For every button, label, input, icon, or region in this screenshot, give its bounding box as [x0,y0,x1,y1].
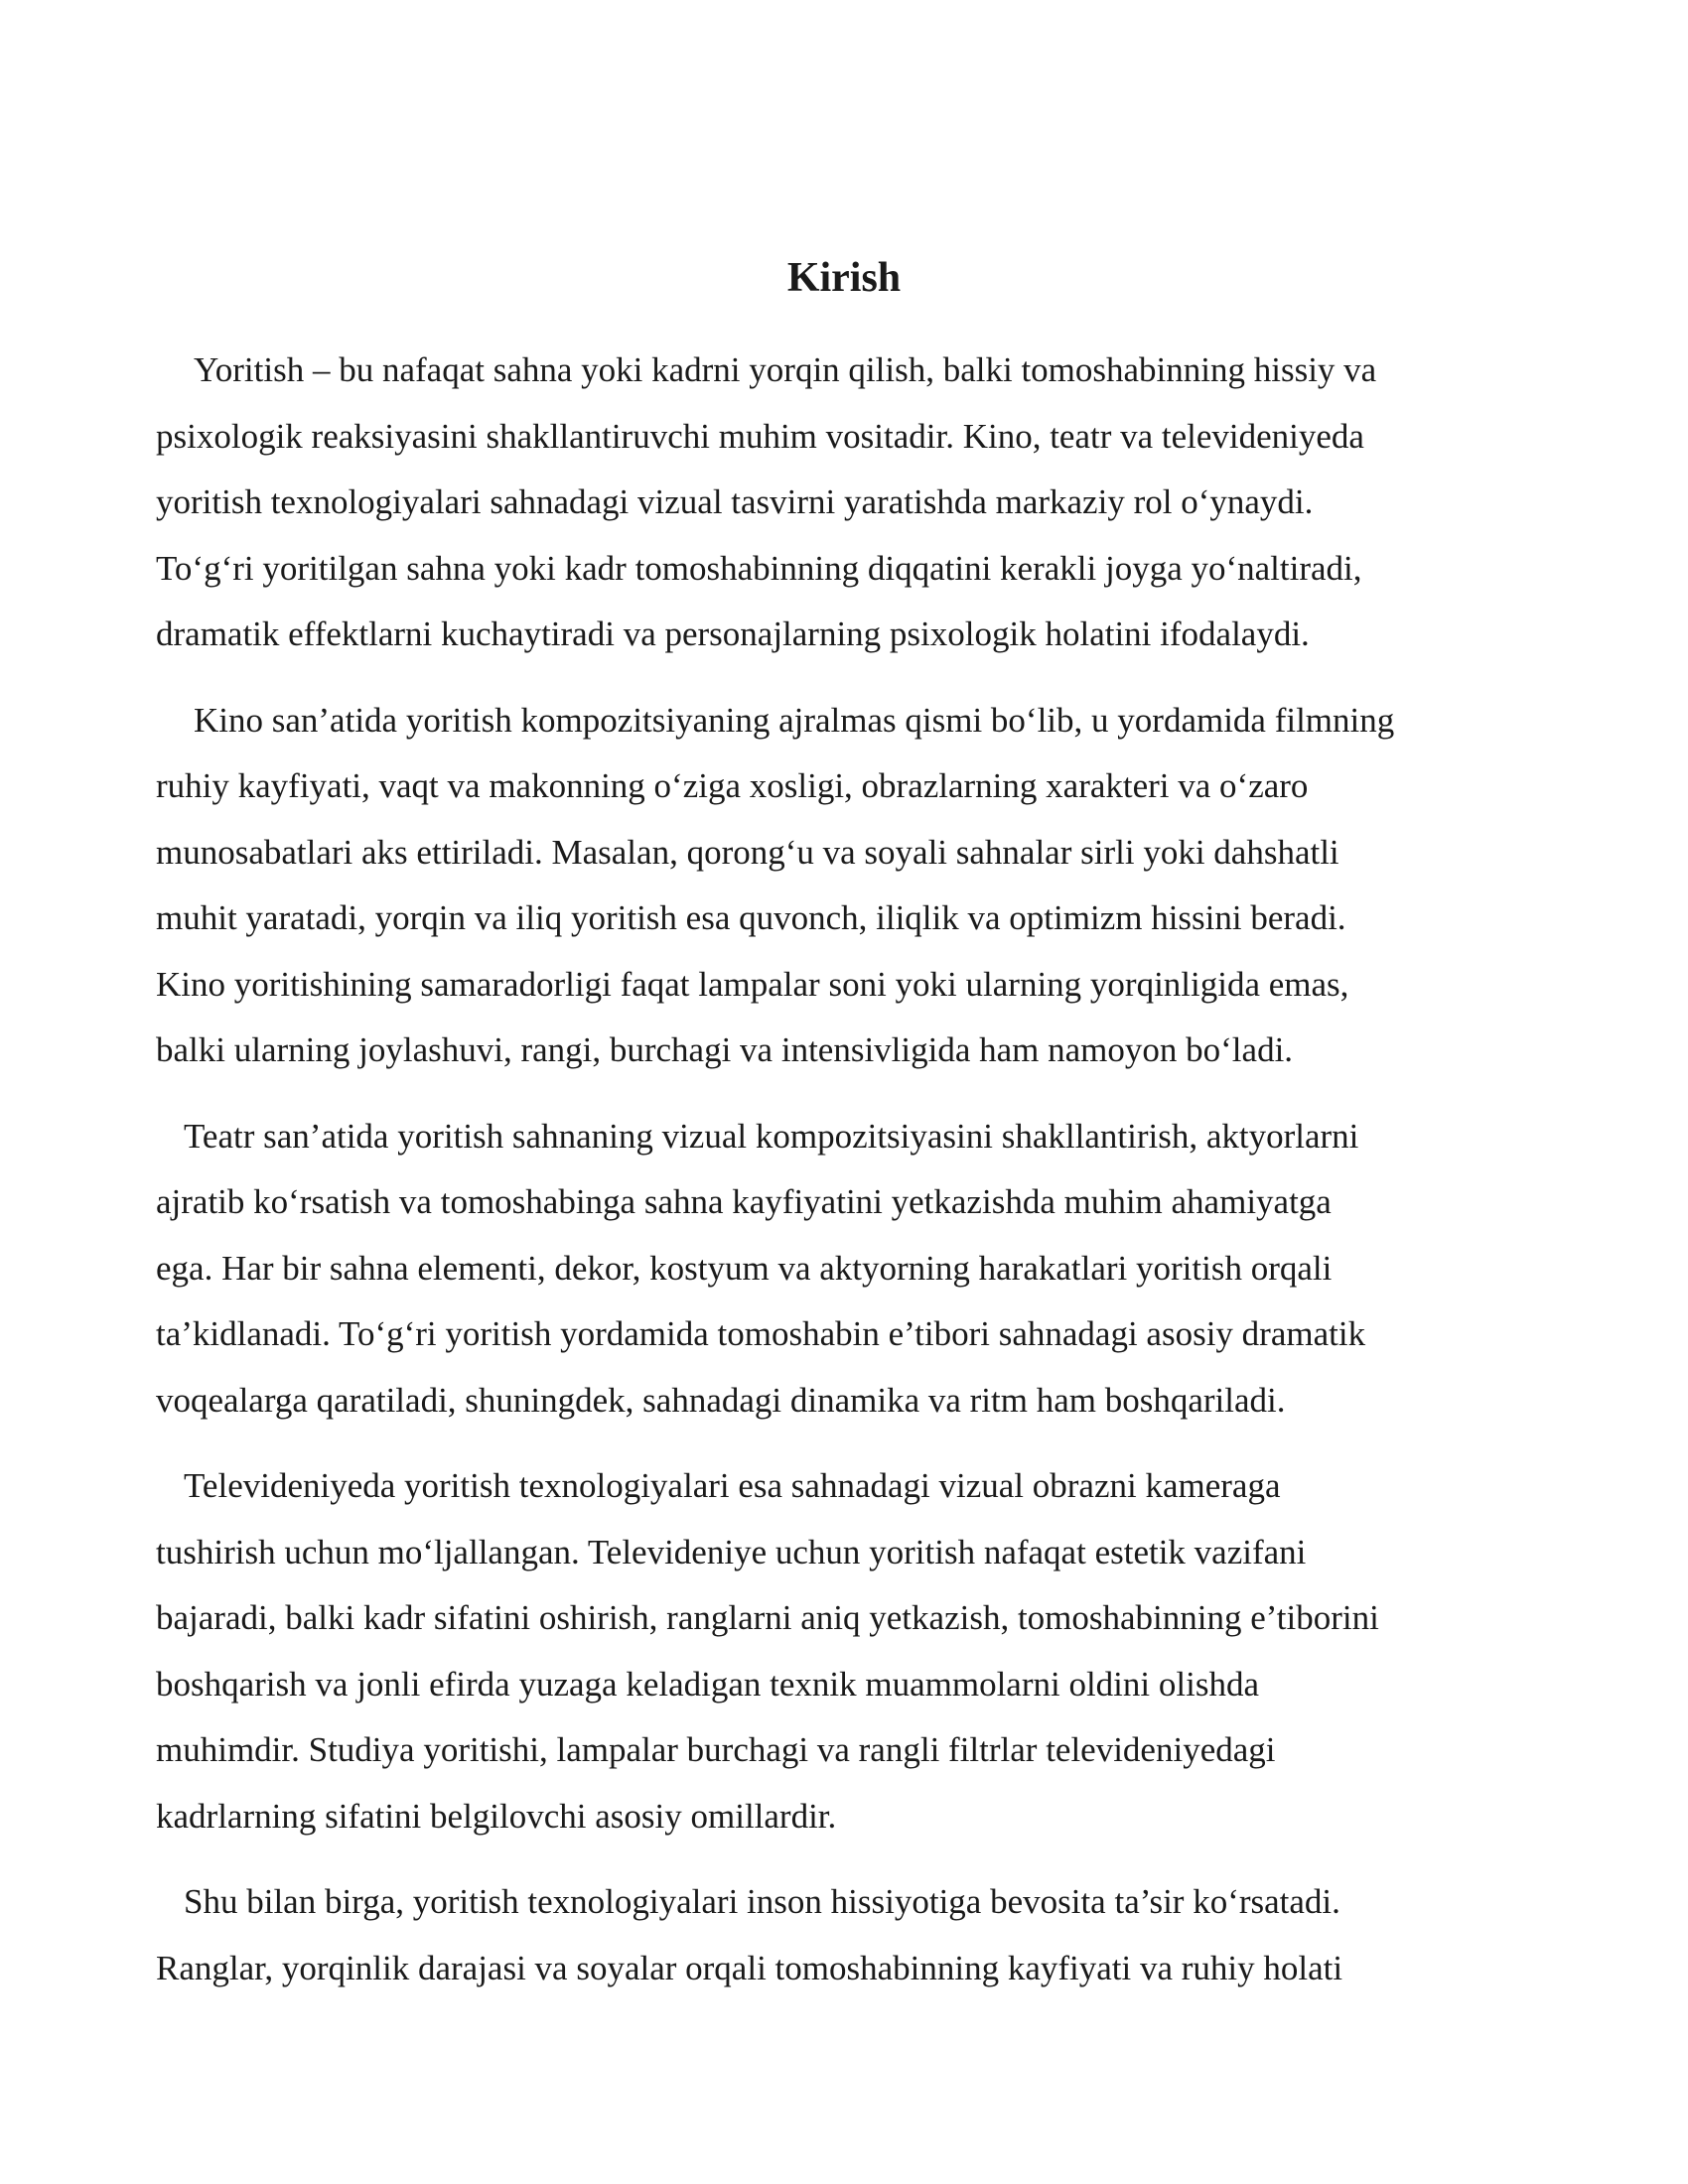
text-line: balki ularning joylashuvi, rangi, burchagi va intensivligida ham namoyon boʻladi. [156,1030,1294,1069]
text-line: Shu bilan birga, yoritish texnologiyalari inson hissiyotiga bevosita ta’sir koʻrsatadi. [184,1882,1340,1921]
page-title: Kirish [786,255,902,301]
text-line: tushirish uchun moʻljallangan. Televideniye uchun yoritish nafaqat estetik vazifani [156,1532,1307,1571]
text-line: Kino yoritishining samaradorligi faqat lampalar soni yoki ularning yorqinligida emas, [156,964,1349,1004]
paragraph-3 [156,1104,1546,1434]
text-line: voqealarga qaratiladi, shuningdek, sahnadagi dinamika va ritm ham boshqariladi. [156,1380,1286,1420]
paragraph-1 [156,338,1546,668]
text-line: dramatik effektlarni kuchaytiradi va personajlarning psixologik holatini ifodalaydi. [156,614,1310,653]
paragraph-2 [156,688,1546,1084]
text-line: ajratib koʻrsatish va tomoshabinga sahna kayfiyatini yetkazishda muhim ahamiyatga [156,1182,1332,1221]
paragraph-4 [156,1453,1546,1849]
text-line: Televideniyeda yoritish texnologiyalari esa sahnadagi vizual obrazni kameraga [184,1466,1281,1505]
text-line: Toʻgʻri yoritilgan sahna yoki kadr tomoshabinning diqqatini kerakli joyga yoʻnaltiradi, [156,548,1362,588]
text-line: muhimdir. Studiya yoritishi, lampalar burchagi va rangli filtrlar televideniyedagi [156,1730,1276,1769]
text-line: yoritish texnologiyalari sahnadagi vizual tasvirni yaratishda markaziy rol oʻynaydi. [156,482,1314,521]
document-body [156,338,1546,2021]
text-line: Ranglar, yorqinlik darajasi va soyalar orqali tomoshabinning kayfiyati va ruhiy holati [156,1948,1343,1987]
text-line: psixologik reaksiyasini shakllantiruvchi muhim vositadir. Kino, teatr va televideniyeda [156,416,1364,456]
text-line: Yoritish – bu nafaqat sahna yoki kadrni yorqin qilish, balki tomoshabinning hissiy va [194,350,1377,389]
text-line: boshqarish va jonli efirda yuzaga keladigan texnik muammolarni oldini olishda [156,1664,1259,1704]
text-line: Teatr san’atida yoritish sahnaning vizual kompozitsiyasini shakllantirish, aktyorlarni [184,1116,1359,1156]
text-line: muhit yaratadi, yorqin va iliq yoritish esa quvonch, iliqlik va optimizm hissini beradi. [156,898,1346,937]
text-line: kadrlarning sifatini belgilovchi asosiy omillardir. [156,1796,837,1836]
text-line: ruhiy kayfiyati, vaqt va makonning oʻziga xosligi, obrazlarning xarakteri va oʻzaro [156,766,1309,805]
text-line: munosabatlari aks ettiriladi. Masalan, qorongʻu va soyali sahnalar sirli yoki dahshatli [156,832,1339,872]
paragraph-5 [156,1869,1546,2001]
text-line: Kino san’atida yoritish kompozitsiyaning ajralmas qismi boʻlib, u yordamida filmning [194,700,1395,740]
text-line: bajaradi, balki kadr sifatini oshirish, ranglarni aniq yetkazish, tomoshabinning e’tiborini [156,1598,1379,1637]
text-line: ega. Har bir sahna elementi, dekor, kostyum va aktyorning harakatlari yoritish orqali [156,1248,1333,1288]
text-line: ta’kidlanadi. Toʻgʻri yoritish yordamida tomoshabin e’tibori sahnadagi asosiy dramatik [156,1314,1366,1353]
